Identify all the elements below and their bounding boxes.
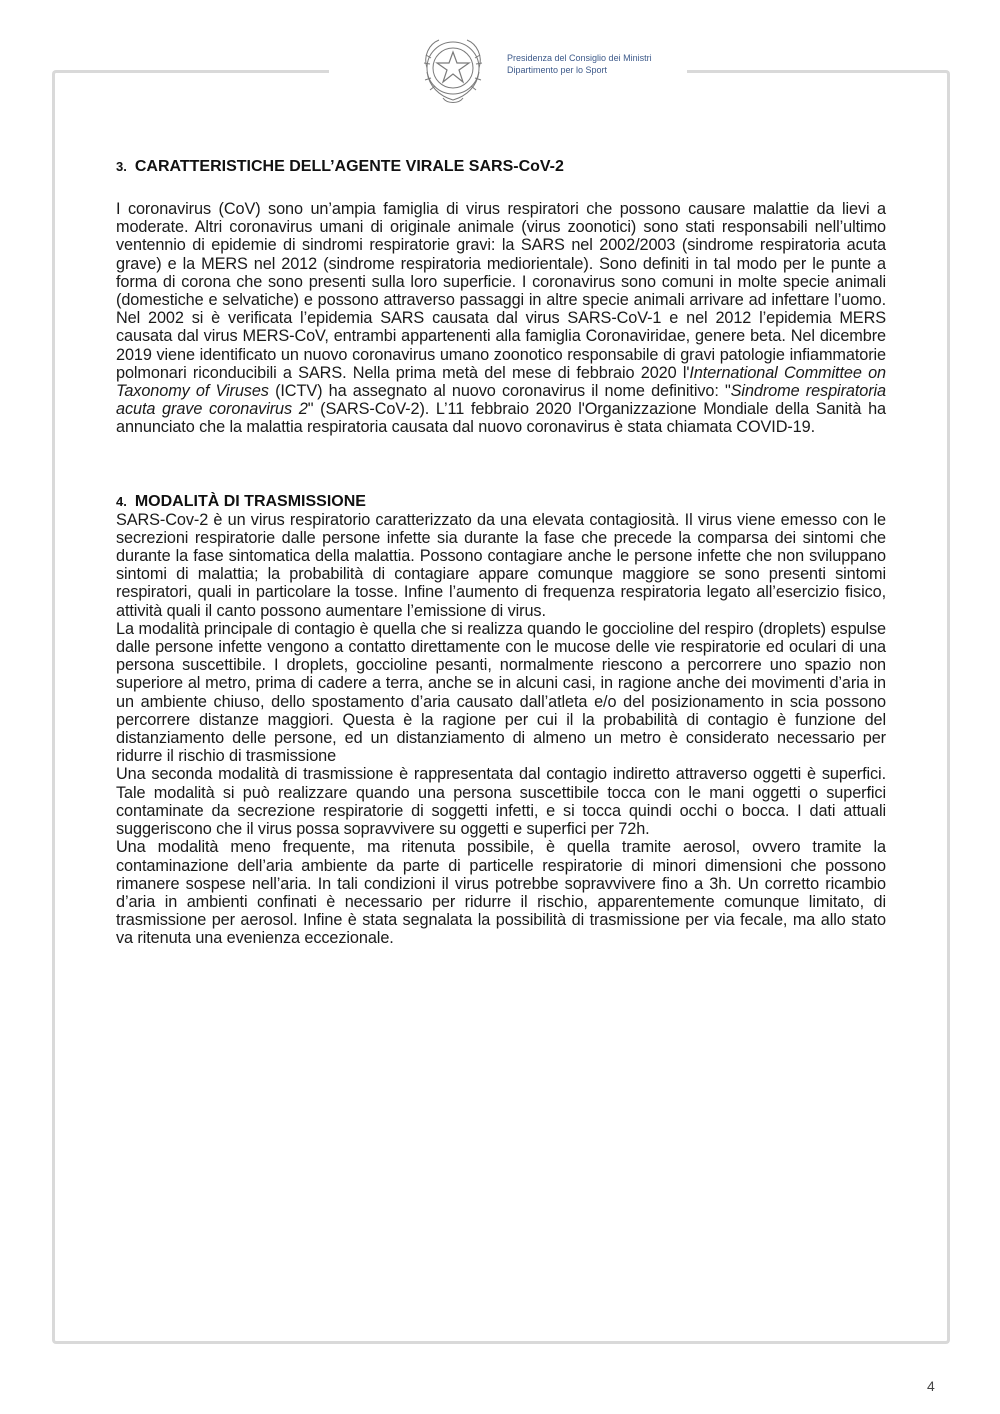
section-4-paragraph-4: Una modalità meno frequente, ma ritenuta possibile, è quella tramite aerosol, ovvero tramite la contaminazione dell’aria ambiente da parte di particelle respiratorie di minori dimensioni che possono rimanere sospese nell’aria. In tali condizioni il virus potrebbe sopravvivere fino a 3h. Un corretto ricambio d’aria in ambienti confinati è necessario per ridurre il rischio, apparentemente comunque limitato, di trasmissione per aerosol. Infine è stata segnalata la possibilità di trasmissione per via fecale, ma allo stato va ritenuta una evenienza eccezionale. xyxy=(116,838,886,948)
section-3-number: 3. xyxy=(116,159,127,174)
page-number: 4 xyxy=(927,1378,935,1394)
section-3-heading xyxy=(116,158,886,176)
institution-line-1: Presidenza del Consiglio dei Ministri xyxy=(507,53,652,63)
section-3-text-part-1: I coronavirus (CoV) sono un’ampia famiglia di virus respiratori che possono causare malattie da lievi a moderate. Altri coronavirus umani di originale animale (virus zoonotici) sono stati responsabili nell’ultimo ventennio di epidemie di sindromi respiratorie gravi: la SARS nel 2002/2003 (sindrome respiratoria acuta grave) e la MERS nel 2012 (sindrome respiratoria mediorientale). Sono definiti in tal modo per le punte a forma di corona che sono presenti sulla loro superficie. I coronavirus sono comuni in molte specie animali (domestiche e selvatiche) e possono attraverso passaggi in altre specie animali arrivare ad infettare l’uomo. Nel 2002 si è verificata l’epidemia SARS causata dal virus SARS-CoV-1 e nel 2012 l’epidemia MERS causata dal virus MERS-CoV, entrambi appartenenti alla famiglia Coronaviridae, genere beta. Nel dicembre 2019 viene identificato un nuovo coronavirus umano zoonotico responsabile di gravi patologie infiammatorie polmonari riconducibili a SARS. Nella prima metà del mese di febbraio 2020 l' xyxy=(116,200,886,382)
section-4-paragraph-1: SARS-Cov-2 è un virus respiratorio caratterizzato da una elevata contagiosità. Il virus viene emesso con le secrezioni respiratorie dalle persone infette sia durante la fase che precede la comparsa dei sintomi che durante la fase sintomatica della malattia. Possono contagiare anche le persone infette che non sviluppano sintomi di malattia; la probabilità di contagiare appare comunque maggiore se sono presenti sintomi respiratori, quali in particolare la tosse. Infine l’aumento di frequenza respiratoria legato all’esercizio fisico, attività quali il canto possono aumentare l’emissione di virus. xyxy=(116,510,886,620)
section-4-number: 4. xyxy=(116,493,127,509)
document-body xyxy=(116,158,886,948)
institution-name xyxy=(507,52,652,76)
section-4-paragraph-2: La modalità principale di contagio è quella che si realizza quando le goccioline del respiro (droplets) espulse dalle persone infette vengono a contatto direttamente con le mucose delle vie respiratorie ed oculari di una persona suscettibile. I droplets, goccioline pesanti, normalmente riescono a percorrere uno spazio non superiore al metro, prima di cadere a terra, anche se in alcuni casi, in ragione anche dei movimenti d’aria in un ambiente chiuso, dello spostamento d’aria causato dall’atleta e/o del posizionamento in scia possono percorrere distanze maggiori. Questa è la ragione per cui il la probabilità di contagio è funzione del distanziamento delle persone, ed un distanziamento di almeno un metro è considerato necessario per ridurre il rischio di trasmissione xyxy=(116,619,886,766)
section-4-paragraph-3: Una seconda modalità di trasmissione è rappresentata dal contagio indiretto attraverso oggetti è superfici. Tale modalità si può realizzare quando una persona suscettibile tocca con le mani oggetti o superfici contaminate da secrezione respiratorie di soggetti infetti, e si tocca quindi occhi o bocca. I dati attuali suggeriscono che il virus possa sopravvivere su oggetti e superfici per 72h. xyxy=(116,765,886,839)
section-4-heading xyxy=(116,493,886,511)
italian-republic-emblem-icon xyxy=(413,28,493,108)
section-3-italic-2: Sindrome respiratoria acuta grave coronavirus 2 xyxy=(116,382,887,419)
section-3-text-part-3: " (SARS-CoV-2). L’11 febbraio 2020 l'Organizzazione Mondiale della Sanità ha annunciato che la malattia respiratoria causata dal nuovo coronavirus è stata chiamata COVID-19. xyxy=(116,400,886,437)
section-3-title: CARATTERISTICHE DELL’AGENTE VIRALE SARS-CoV-2 xyxy=(134,158,564,175)
section-3-text-part-2: (ICTV) ha assegnato al nuovo coronavirus il nome definitivo: " xyxy=(268,382,731,401)
section-4-title: MODALITÀ DI TRASMISSIONE xyxy=(134,492,366,510)
institution-line-2: Dipartimento per lo Sport xyxy=(507,65,608,75)
section-3-paragraph xyxy=(116,200,886,437)
section-3-italic-1: International Committee on Taxonomy of Viruses xyxy=(116,363,886,401)
